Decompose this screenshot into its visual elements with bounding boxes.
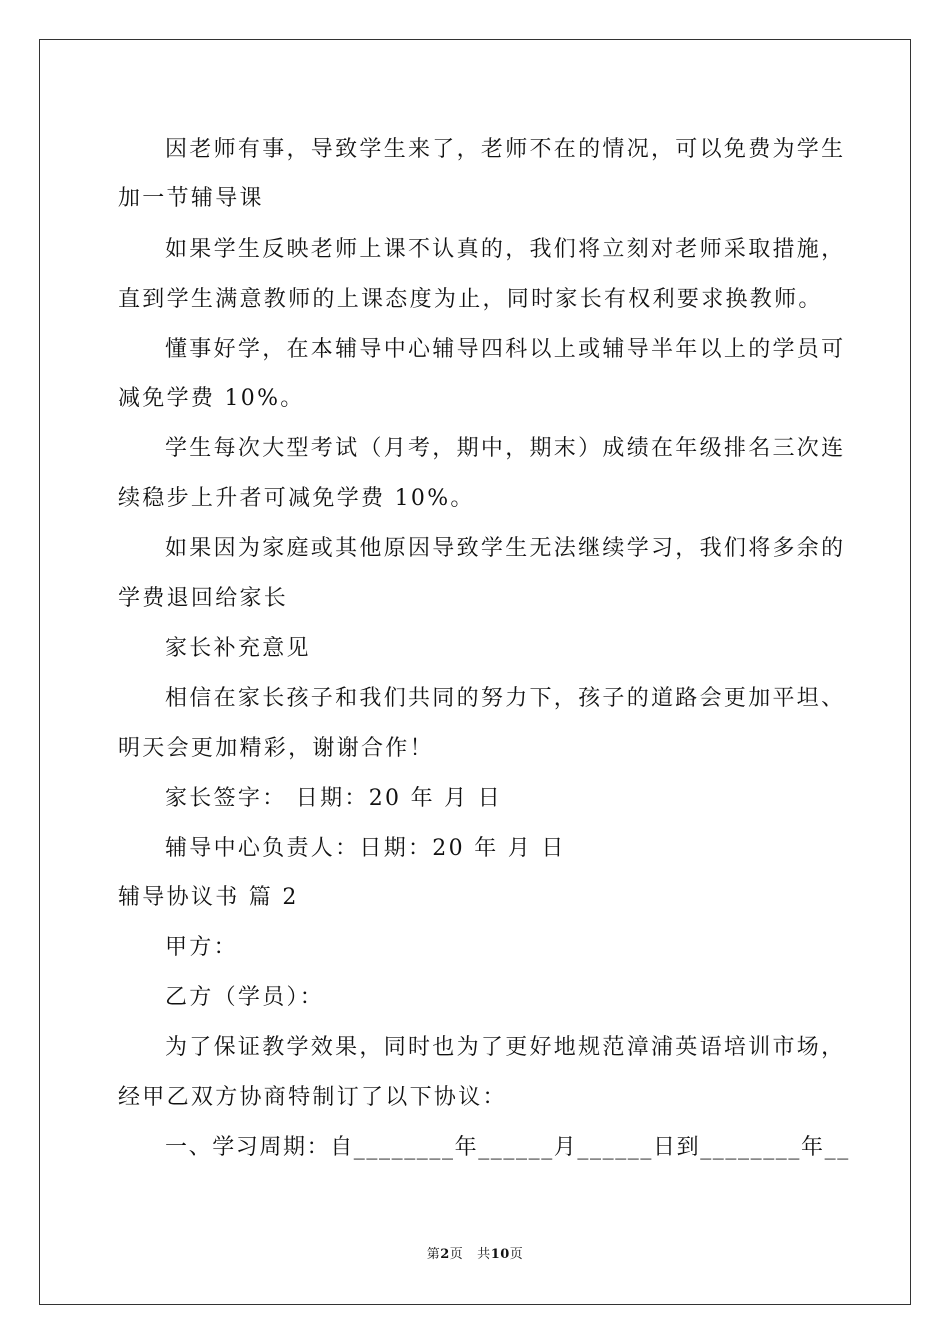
party-b-field: 乙方（学员）： xyxy=(165,985,325,1010)
page-border xyxy=(39,39,911,1305)
paragraph-line: 如果学生反映老师上课不认真的，我们将立刻对老师采取措施， xyxy=(165,237,846,262)
signature-line: 辅导中心负责人：日期：20 年 月 日 xyxy=(165,836,566,861)
paragraph-line: 如果因为家庭或其他原因导致学生无法继续学习，我们将多余的 xyxy=(165,536,846,561)
paragraph-line: 加一节辅导课 xyxy=(118,186,264,211)
paragraph-line: 因老师有事，导致学生来了，老师不在的情况，可以免费为学生 xyxy=(165,137,846,162)
party-a-field: 甲方： xyxy=(165,935,238,960)
study-period-line: 一、学习周期：自________年______月______日到________年__ xyxy=(165,1135,850,1160)
paragraph-line: 明天会更加精彩，谢谢合作！ xyxy=(118,736,434,761)
paragraph-line: 学生每次大型考试（月考，期中，期末）成绩在年级排名三次连 xyxy=(165,436,846,461)
signature-line: 家长签字： 日期：20 年 月 日 xyxy=(165,786,503,811)
footer-page-prefix: 第 xyxy=(426,1247,441,1262)
paragraph-line: 为了保证教学效果，同时也为了更好地规范漳浦英语培训市场， xyxy=(165,1035,846,1060)
section-heading: 家长补充意见 xyxy=(165,636,311,661)
footer-total-pages: 10 xyxy=(490,1247,510,1262)
paragraph-line: 续稳步上升者可减免学费 10%。 xyxy=(118,486,475,511)
page-footer xyxy=(0,1246,950,1264)
document-title: 辅导协议书 篇 2 xyxy=(118,885,299,910)
paragraph-line: 懂事好学，在本辅导中心辅导四科以上或辅导半年以上的学员可 xyxy=(165,337,846,362)
paragraph-line: 直到学生满意教师的上课态度为止，同时家长有权利要求换教师。 xyxy=(118,287,823,312)
footer-total-prefix: 共 xyxy=(477,1247,491,1262)
footer-total-suffix: 页 xyxy=(509,1247,524,1262)
footer-page-suffix: 页 xyxy=(449,1247,464,1262)
footer-page-number: 2 xyxy=(440,1247,450,1262)
paragraph-line: 相信在家长孩子和我们共同的努力下，孩子的道路会更加平坦、 xyxy=(165,686,846,711)
paragraph-line: 经甲乙双方协商特制订了以下协议： xyxy=(118,1085,507,1110)
paragraph-line: 学费退回给家长 xyxy=(118,586,289,611)
paragraph-line: 减免学费 10%。 xyxy=(118,386,305,411)
